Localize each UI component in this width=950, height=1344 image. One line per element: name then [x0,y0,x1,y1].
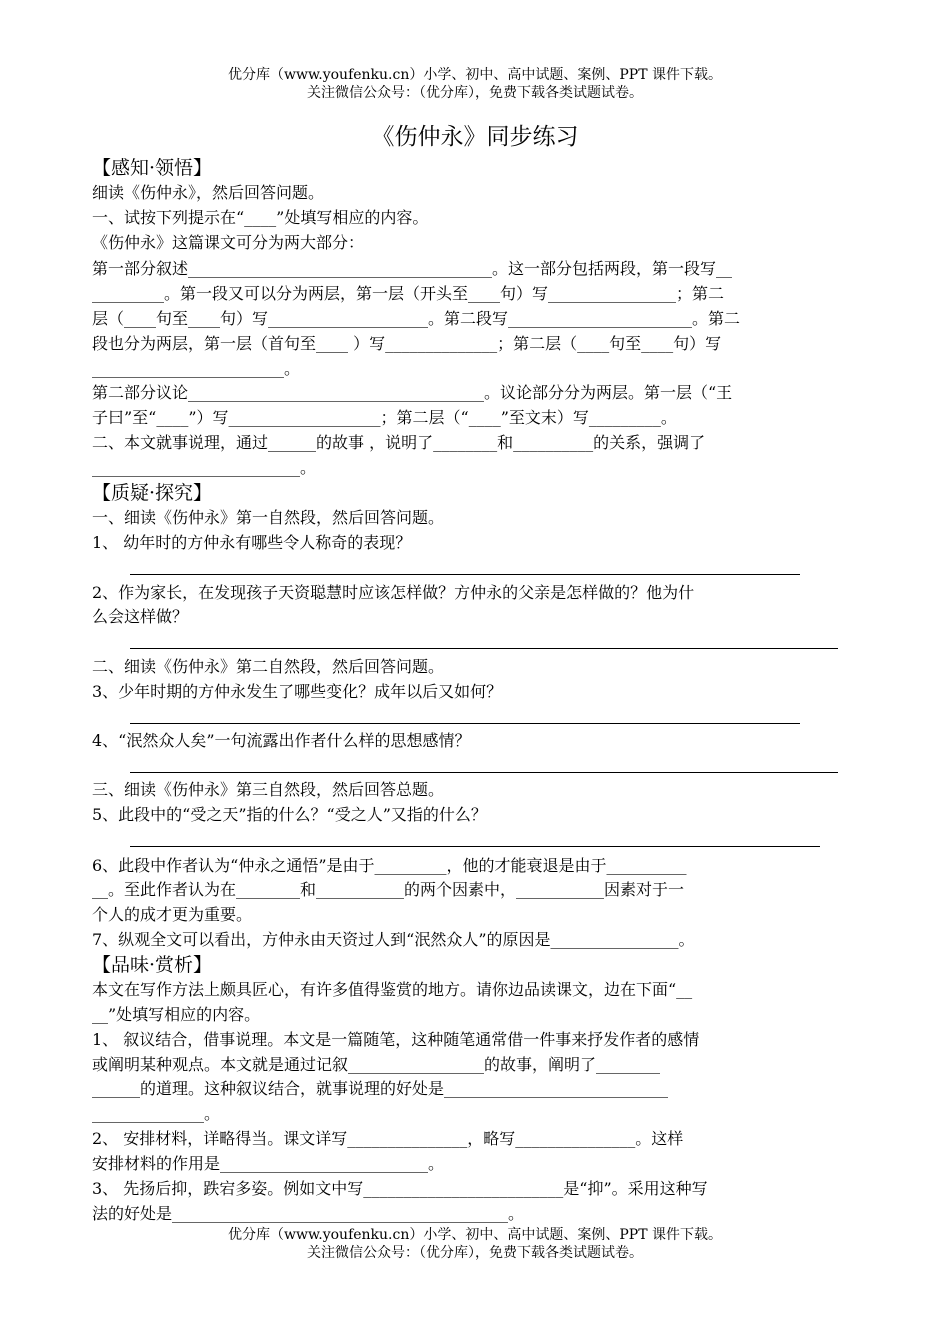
answer-line[interactable] [130,648,838,649]
question-1-line: _________。第一段又可以分为两层，第一层（开头至____句）写________________；第二 [92,284,725,303]
page-title: 《伤仲永》同步练习 [371,124,579,150]
page-header-line-1: 优分库（www.youfenku.cn）小学、初中、高中试题、案例、PPT 课件下载。 [227,67,722,83]
section-heading-inquiry: 【质疑·探究】 [92,482,213,504]
inquiry-line: 二、细读《伤仲永》第二自然段，然后回答问题。 [92,657,445,676]
inquiry-question: 5、此段中的“受之天”指的什么？“受之人”又指的什么？ [92,805,487,824]
section1-intro: 细读《伤仲永》，然后回答问题。 [92,183,325,202]
question-1-line: 第一部分叙述______________________________________。这一部分包括两段，第一段写__ [92,259,733,278]
inquiry-question: 1、 幼年时的方仲永有哪些令人称奇的表现？ [92,533,412,552]
section-heading-perception: 【感知·领悟】 [92,157,213,179]
question-1-title: 一、试按下列提示在“____”处填写相应的内容。 [92,208,429,227]
question-1-line: ________________________。 [92,359,301,378]
question-1-line: 层（____句至____句）写____________________。第二段写_______________________。第二 [92,309,741,328]
appreciation-line: 3、 先扬后抑，跌宕多姿。例如文中写_________________________是“抑”。采用这种写 [92,1179,708,1198]
inquiry-line: 一、细读《伤仲永》第一自然段，然后回答问题。 [92,508,445,527]
inquiry-question: 3、少年时期的方仲永发生了哪些变化？成年以后又如何？ [92,682,503,701]
inquiry-question: 4、“泯然众人矣”一句流露出作者什么样的思想感情？ [92,731,471,750]
appreciation-line: 法的好处是__________________________________________。 [92,1204,525,1223]
question-1-line: 第二部分议论_____________________________________。议论部分分为两层。第一层（“王 [92,383,733,402]
inquiry-question: 个人的成才更为重要。 [92,905,253,924]
appreciation-line: ______的道理。这种叙议结合，就事说理的好处是____________________________ [92,1079,669,1098]
answer-line[interactable] [130,772,838,773]
question-2-line: 二、本文就事说理，通过______的故事 ，说明了________和__________的关系，强调了 [92,433,706,452]
appreciation-line: 本文在写作方法上颇具匠心，有许多值得鉴赏的地方。请你边品读课文，边在下面“__ [92,980,693,999]
appreciation-line: 1、 叙议结合，借事说理。本文是一篇随笔，这种随笔通常借一件事来抒发作者的感情 [92,1030,700,1049]
section-heading-appreciation: 【品味·赏析】 [92,954,213,976]
appreciation-line: ______________。 [92,1104,221,1123]
answer-line[interactable] [130,574,800,575]
appreciation-line: 2、 安排材料，详略得当。课文详写_______________，略写_______________。这样 [92,1129,684,1148]
inquiry-question: 7、纵观全文可以看出，方仲永由天资过人到“泯然众人”的原因是________________。 [92,930,695,949]
answer-line[interactable] [130,846,820,847]
appreciation-line: 安排材料的作用是__________________________。 [92,1154,445,1173]
answer-line[interactable] [130,723,800,724]
inquiry-question: 么会这样做？ [92,607,189,626]
appreciation-line: 或阐明某种观点。本文就是通过记叙_________________的故事，阐明了________ [92,1055,661,1074]
question-1-line: 段也分为两层，第一层（首句至____ ）写______________；第二层（____句至____句）写 [92,334,722,353]
question-1-line: 《伤仲永》这篇课文可分为两大部分： [92,233,365,252]
appreciation-line: __”处填写相应的内容。 [92,1005,261,1024]
inquiry-question: __。至此作者认为在________和___________的两个因素中，___________因素对于一 [92,880,685,899]
inquiry-line: 三、细读《伤仲永》第三自然段，然后回答总题。 [92,780,445,799]
page-header-line-2: 关注微信公众号：（优分库），免费下载各类试题试卷。 [307,85,643,101]
inquiry-question: 2、作为家长，在发现孩子天资聪慧时应该怎样做？方仲永的父亲是怎样做的？他为什 [92,583,695,602]
question-2-line: __________________________。 [92,458,317,477]
page-footer-line-1: 优分库（www.youfenku.cn）小学、初中、高中试题、案例、PPT 课件下载。 [227,1227,722,1243]
question-1-line: 子曰”至“____”）写___________________；第二层（“____”至文末）写_________。 [92,408,677,427]
page-footer-line-2: 关注微信公众号：（优分库），免费下载各类试题试卷。 [307,1245,643,1261]
inquiry-question: 6、此段中作者认为“仲永之通悟”是由于_________，他的才能衰退是由于__________ [92,856,687,875]
